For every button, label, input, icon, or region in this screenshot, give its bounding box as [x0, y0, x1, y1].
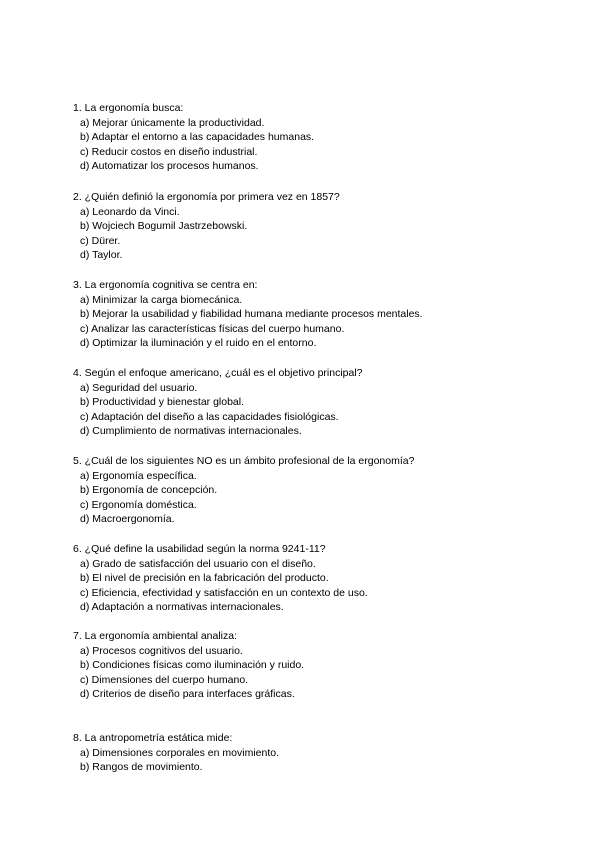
question-7 — [73, 629, 573, 702]
answer-option: b) El nivel de precisión en la fabricación del producto. — [80, 572, 329, 585]
answer-option: b) Wojciech Bogumil Jastrzebowski. — [80, 220, 248, 233]
answer-options — [73, 644, 573, 702]
answer-option: d) Criterios de diseño para interfaces gráficas. — [80, 688, 295, 701]
answer-option: b) Rangos de movimiento. — [80, 761, 203, 774]
answer-option: b) Productividad y bienestar global. — [80, 396, 245, 409]
answer-option: a) Leonardo da Vinci. — [80, 205, 180, 218]
question-text: 1. La ergonomía busca: — [73, 102, 184, 114]
answer-option: c) Reducir costos en diseño industrial. — [80, 145, 258, 158]
question-text: 6. ¿Qué define la usabilidad según la norma 9241-11? — [73, 543, 326, 555]
answer-option: c) Analizar las características físicas del cuerpo humano. — [80, 322, 345, 335]
answer-options — [73, 205, 573, 263]
answer-option: d) Taylor. — [80, 249, 123, 262]
question-text: 5. ¿Cuál de los siguientes NO es un ámbito profesional de la ergonomía? — [73, 455, 415, 467]
answer-option: a) Dimensiones corporales en movimiento. — [80, 746, 280, 759]
answer-option: a) Grado de satisfacción del usuario con el diseño. — [80, 557, 316, 570]
question-text: 4. Según el enfoque americano, ¿cuál es el objetivo principal? — [73, 367, 363, 379]
answer-option: c) Dimensiones del cuerpo humano. — [80, 673, 249, 686]
question-3 — [73, 278, 573, 351]
question-text: 7. La ergonomía ambiental analiza: — [73, 630, 238, 642]
question-1 — [73, 101, 573, 174]
answer-option: a) Procesos cognitivos del usuario. — [80, 644, 243, 657]
answer-option: d) Cumplimiento de normativas internacionales. — [80, 425, 302, 438]
question-6 — [73, 542, 573, 615]
answer-option: c) Dürer. — [80, 234, 121, 247]
question-text: 3. La ergonomía cognitiva se centra en: — [73, 279, 258, 291]
answer-option: b) Ergonomía de concepción. — [80, 484, 218, 497]
answer-option: b) Condiciones físicas como iluminación y ruido. — [80, 659, 305, 672]
answer-option: c) Ergonomía doméstica. — [80, 498, 197, 511]
answer-option: c) Adaptación del diseño a las capacidades fisiológicas. — [80, 410, 339, 423]
answer-options — [73, 469, 573, 527]
question-4 — [73, 366, 573, 439]
question-8 — [73, 731, 573, 775]
question-text: 2. ¿Quién definió la ergonomía por primera vez en 1857? — [73, 191, 340, 203]
answer-option: d) Adaptación a normativas internacionales. — [80, 601, 284, 614]
answer-options — [73, 746, 573, 775]
question-5 — [73, 454, 573, 527]
answer-options — [73, 293, 573, 351]
answer-option: d) Macroergonomía. — [80, 513, 175, 526]
answer-options — [73, 381, 573, 439]
answer-option: c) Eficiencia, efectividad y satisfacción en un contexto de uso. — [80, 586, 368, 599]
answer-option: a) Seguridad del usuario. — [80, 381, 198, 394]
answer-option: b) Mejorar la usabilidad y fiabilidad humana mediante procesos mentales. — [80, 308, 423, 321]
question-2 — [73, 190, 573, 263]
answer-option: a) Ergonomía específica. — [80, 469, 197, 482]
answer-option: a) Minimizar la carga biomecánica. — [80, 293, 243, 306]
answer-option: a) Mejorar únicamente la productividad. — [80, 116, 265, 129]
answer-option: d) Automatizar los procesos humanos. — [80, 160, 259, 173]
answer-options — [73, 557, 573, 615]
question-text: 8. La antropometría estática mide: — [73, 732, 233, 744]
answer-option: b) Adaptar el entorno a las capacidades humanas. — [80, 131, 315, 144]
answer-option: d) Optimizar la iluminación y el ruido en el entorno. — [80, 337, 317, 350]
answer-options — [73, 116, 573, 174]
